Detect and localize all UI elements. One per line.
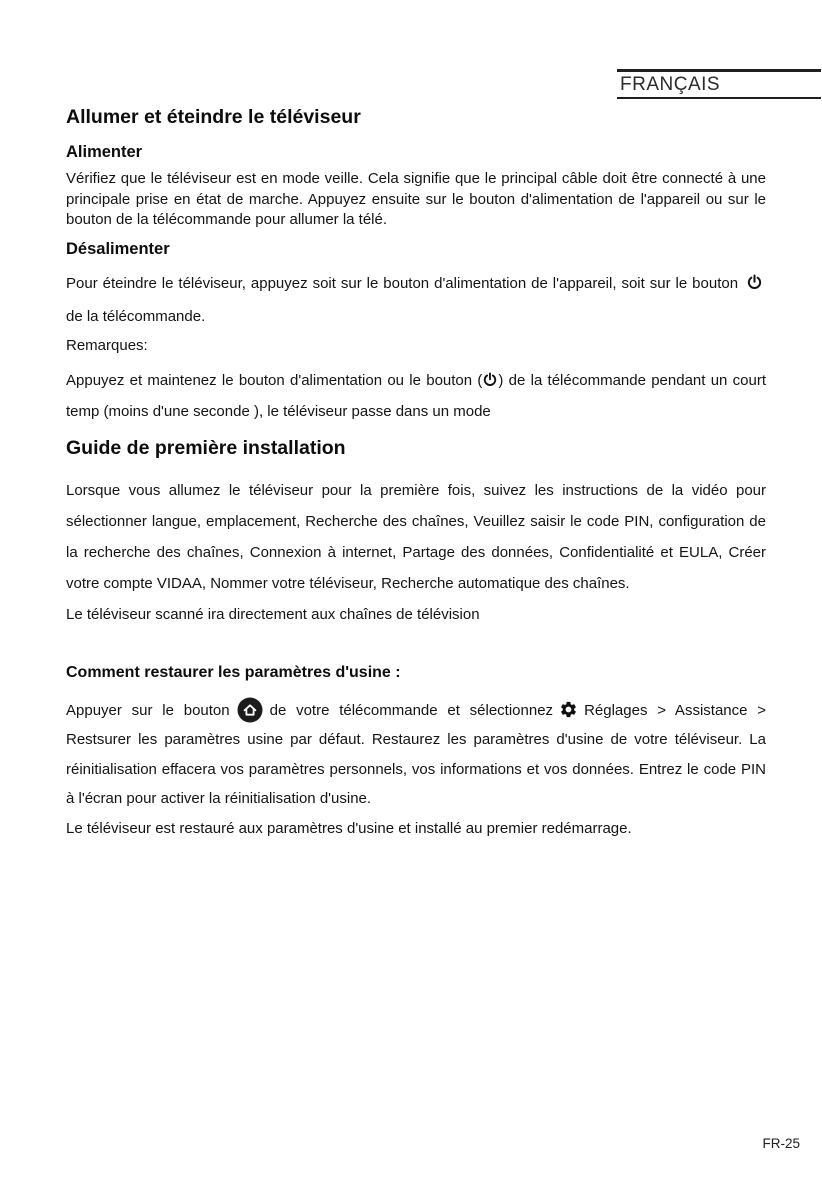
paragraph-power-note-text-before: Appuyez et maintenez le bouton d'alimentation ou le bouton ( [66, 371, 483, 389]
home-icon [237, 697, 263, 723]
page-content [66, 105, 766, 843]
paragraph-setup: Lorsque vous allumez le téléviseur pour la première fois, suivez les instructions de la vidéo pour sélectionner langue, emplacement, Recherche des chaînes, Veuillez saisir le code PIN, configuration de la recherche des chaînes, Connexion à internet, Partage des données, Confidentialité et EULA, Créer votre compte VIDAA, Nommer votre téléviseur, Recherche automatique des chaînes. [66, 481, 766, 592]
heading-factory-reset: Comment restaurer les paramètres d'usine : [66, 663, 401, 681]
paragraph-reset-text-1: Appuyer sur le bouton [66, 701, 230, 719]
paragraph-setup-scan-note: Le téléviseur scanné ira directement aux chaînes de télévision [66, 605, 480, 623]
paragraph-reset-text-3: Réglages > Assistance > Restsurer les paramètres usine par défaut. Restaurez les paramètres d'usine de votre téléviseur. La réinitialisation effacera vos paramètres personnels, vos informations et vos données. Entrez le code PIN à l'écran pour activer la réinitialisation d'usine. [66, 701, 767, 807]
paragraph-reset-text-2: de votre télécommande et sélectionnez [269, 701, 554, 719]
paragraph-power-on: Vérifiez que le téléviseur est en mode veille. Cela signifie que le principal câble doit être connecté à une principale prise en état de marche. Appuyez ensuite sur le bouton d'alimentation de l'appareil ou sur le bouton de la télécommande pour allumer la télé. [66, 170, 766, 228]
language-tab [617, 69, 821, 99]
power-icon [747, 274, 762, 290]
heading-power-on: Alimenter [66, 143, 143, 161]
section-title-power: Allumer et éteindre le téléviseur [66, 106, 361, 128]
notes-label: Remarques: [66, 336, 148, 354]
paragraph-power-off-text-after: de la télécommande. [66, 307, 206, 325]
paragraph-power-off [66, 267, 766, 333]
page-number: FR-25 [762, 1136, 800, 1151]
section-title-setup: Guide de première installation [66, 436, 346, 459]
paragraph-factory-reset [66, 696, 766, 814]
paragraph-reset-restart-note: Le téléviseur est restauré aux paramètres d'usine et installé au premier redémarrage. [66, 819, 632, 837]
gear-icon [559, 700, 578, 719]
language-tab-label: FRANÇAIS [620, 74, 721, 95]
paragraph-power-note-text-after: ) de la télécommande pendant un court temp (moins d'une seconde ), le téléviseur passe dans un mode [66, 371, 766, 420]
paragraph-power-off-text-before: Pour éteindre le téléviseur, appuyez soit sur le bouton d'alimentation de l'appareil, soit sur le bouton [66, 274, 743, 292]
paragraph-power-note [66, 365, 766, 427]
heading-power-off: Désalimenter [66, 239, 170, 258]
power-icon [483, 372, 497, 387]
